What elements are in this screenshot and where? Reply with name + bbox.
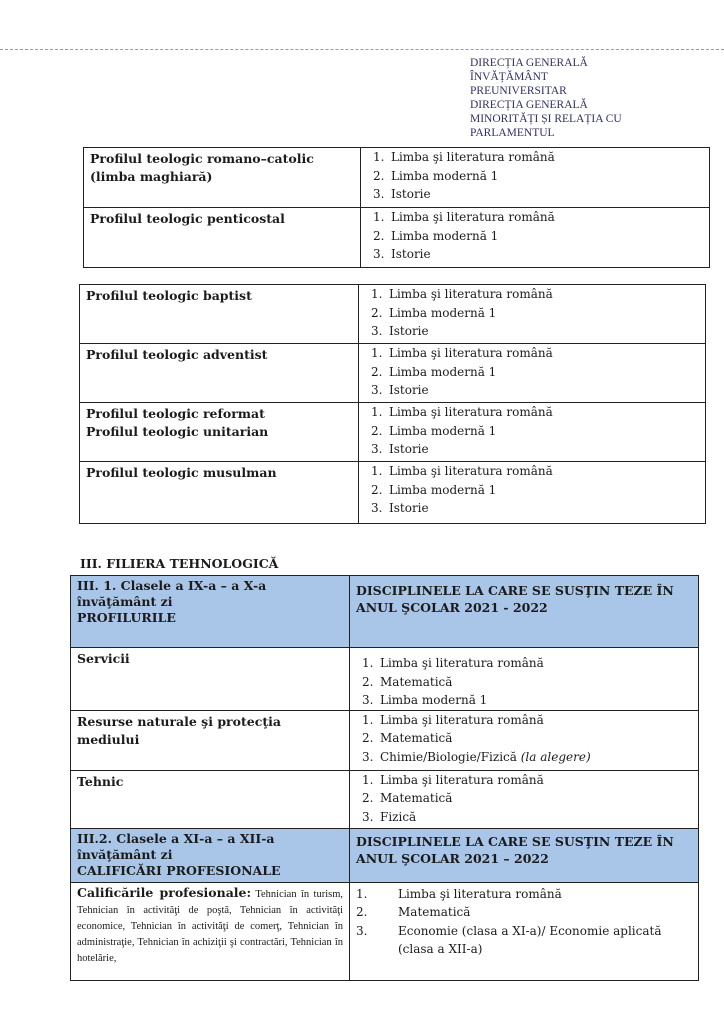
table-row	[80, 403, 706, 462]
technology-table	[70, 575, 699, 981]
list-item: 1. Limba şi literatura română	[373, 150, 555, 164]
header-line: ÎNVĂȚĂMÂNT	[470, 71, 548, 83]
profile-label: Profilul teologic adventist	[86, 347, 268, 362]
list-item: 1. Limba şi literatura română	[371, 287, 553, 301]
section-title: III. FILIERA TEHNOLOGICĂ	[80, 556, 279, 571]
header-right-label: DISCIPLINELE LA CARE SE SUSŢIN TEZE ÎN ANUL ŞCOLAR 2021 – 2022	[356, 833, 674, 866]
profile-label: Resurse naturale şi protecţia mediului	[77, 713, 281, 747]
list-item: 1. Limba şi literatura română	[371, 346, 553, 360]
profile-cell	[80, 344, 359, 403]
header-line: DIRECȚIA GENERALĂ	[470, 99, 588, 111]
profile-cell	[71, 710, 350, 770]
list-item: 1. Limba şi literatura română	[356, 886, 562, 901]
discipline-list	[350, 648, 698, 710]
table-header-row	[71, 576, 699, 648]
qualifications-cell	[71, 882, 350, 980]
list-item: 1. Limba şi literatura română	[371, 464, 553, 478]
disciplines-cell	[350, 882, 699, 980]
profile-cell	[84, 148, 361, 208]
disciplines-cell	[359, 344, 706, 403]
table-row	[80, 462, 706, 524]
list-item: 2. Limba modernă 1	[373, 168, 499, 183]
header-line: PARLAMENTUL	[470, 127, 555, 139]
header-cell-right	[350, 576, 699, 648]
table-row	[71, 882, 699, 980]
discipline-list	[359, 285, 705, 341]
header-cell-left	[71, 828, 350, 882]
list-item: 3. Chimie/Biologie/Fizică (la alegere)	[362, 749, 591, 764]
disciplines-cell	[359, 462, 706, 524]
profile-cell	[71, 648, 350, 711]
theology-table-2	[79, 284, 706, 524]
table-row	[71, 648, 699, 711]
list-item: 3. Limba modernă 1	[362, 693, 488, 707]
profile-label: Profilul teologic penticostal	[90, 211, 285, 226]
header-line: MINORITĂȚI ȘI RELAȚIA CU	[470, 113, 622, 125]
header-left-label: III.2. Clasele a XI-a – a XII-a învăţământ zi CALIFICĂRI PROFESIONALE	[77, 830, 281, 878]
profile-cell	[84, 208, 361, 268]
top-separator-line	[0, 49, 724, 50]
header-cell-right	[350, 828, 699, 882]
profile-label: Profilul teologic baptist	[86, 288, 252, 303]
header-line: PREUNIVERSITAR	[470, 85, 567, 97]
discipline-list	[359, 403, 705, 459]
profile-label: Profilul teologic musulman	[86, 465, 277, 480]
table-row	[80, 344, 706, 403]
table-row	[80, 285, 706, 344]
disciplines-cell	[361, 148, 710, 208]
disciplines-cell	[350, 770, 699, 828]
list-item: 3. Istorie	[373, 187, 431, 201]
header-line: DIRECȚIA GENERALĂ	[470, 57, 588, 69]
discipline-list	[359, 344, 705, 400]
list-item: 3. Istorie	[371, 324, 429, 338]
list-item: 3. Istorie	[371, 501, 429, 515]
list-item: 2. Matematică	[362, 674, 453, 689]
list-item: 3. Istorie	[371, 442, 429, 456]
list-item: 1. Limba şi literatura română	[373, 210, 555, 224]
profile-cell	[80, 403, 359, 462]
discipline-list	[350, 711, 698, 767]
disciplines-cell	[350, 710, 699, 770]
list-item: 3. Economie (clasa a XI-a)/ Economie aplicată (clasa a XII-a)	[356, 923, 662, 956]
profile-label: Servicii	[77, 651, 130, 666]
profile-label: Tehnic	[77, 773, 124, 789]
list-item: 2. Limba modernă 1	[371, 364, 497, 379]
institution-header	[470, 56, 720, 140]
list-item: 1. Limba şi literatura română	[362, 772, 544, 787]
profile-cell	[80, 462, 359, 524]
discipline-list	[361, 148, 709, 204]
discipline-list	[350, 771, 698, 827]
table-header-row	[71, 828, 699, 882]
choice-note: (la alegere)	[520, 749, 591, 764]
disciplines-cell	[361, 208, 710, 268]
qualifications-text: Calificările profesionale: Tehnician în turism, Tehnician în activităţi de poştă, Tehnician în activităţi economice, Tehnician în activităţi de comerţ, Tehnician în administraţie, Tehnician în achiziţii şi contractări, Tehnician în hotelărie,	[77, 884, 344, 964]
list-item: 2. Limba modernă 1	[373, 228, 499, 243]
profile-label: Profilul teologic romano–catolic (limba maghiară)	[90, 151, 314, 184]
table-row	[84, 208, 710, 268]
header-left-label: III. 1. Clasele a IX-a – a X-a învăţământ zi PROFILURILE	[77, 578, 267, 625]
list-item: 2. Matematică	[356, 905, 471, 919]
header-cell-left	[71, 576, 350, 648]
table-row	[71, 770, 699, 828]
table-row	[84, 148, 710, 208]
profile-cell	[80, 285, 359, 344]
theology-table-1	[83, 147, 710, 268]
disciplines-cell	[359, 403, 706, 462]
list-item: 1. Limba şi literatura română	[371, 405, 553, 419]
list-item: 3. Istorie	[373, 247, 431, 261]
discipline-list	[350, 883, 698, 959]
list-item: 1. Limba şi literatura română	[362, 656, 544, 670]
header-right-label: DISCIPLINELE LA CARE SE SUSŢIN TEZE ÎN ANUL ŞCOLAR 2021 - 2022	[356, 583, 674, 615]
discipline-list	[361, 208, 709, 264]
profile-label: Profilul teologic reformat Profilul teologic unitarian	[86, 406, 269, 439]
list-item: 2. Matematică	[362, 791, 453, 805]
discipline-list	[359, 462, 705, 518]
list-item: 3. Istorie	[371, 383, 429, 397]
profile-cell	[71, 770, 350, 828]
list-item: 2. Limba modernă 1	[371, 305, 497, 320]
list-item: 2. Limba modernă 1	[371, 423, 497, 438]
list-item: 3. Fizică	[362, 809, 417, 824]
list-item: 2. Limba modernă 1	[371, 482, 497, 497]
disciplines-cell	[359, 285, 706, 344]
list-item: 1. Limba şi literatura română	[362, 712, 544, 727]
disciplines-cell	[350, 648, 699, 711]
list-item: 2. Matematică	[362, 731, 453, 745]
table-row	[71, 710, 699, 770]
